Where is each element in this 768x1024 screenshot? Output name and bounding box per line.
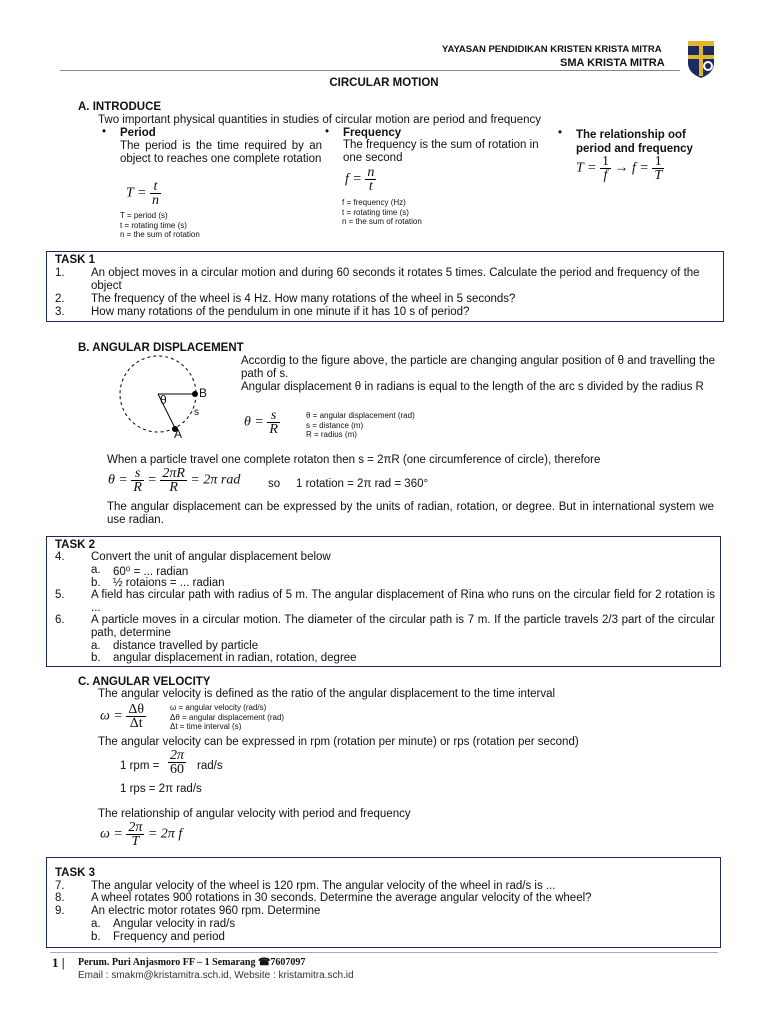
period-formula: T = $\frac{t}{n}$ bbox=[126, 179, 159, 208]
footer-rule bbox=[50, 952, 718, 953]
period-text: The period is the time required by an object to reaches one complete rotation bbox=[120, 140, 322, 165]
section-c-heading: C. ANGULAR VELOCITY bbox=[78, 676, 211, 688]
rpm-label: 1 rpm = bbox=[120, 760, 160, 772]
theta-label: θ bbox=[160, 393, 167, 407]
frequency-text: The frequency is the sum of rotation in one second bbox=[343, 139, 539, 164]
rps-conversion: 1 rps = 2π rad/s bbox=[120, 783, 202, 795]
section-b-p3: When a particle travel one complete rotaton then s = 2πR (one circumference of circle), therefore bbox=[107, 454, 601, 466]
school-logo bbox=[686, 37, 716, 79]
footer-contact: Email : smakm@kristamitra.sch.id, Website : kristamitra.sch.id bbox=[78, 970, 354, 981]
section-c-p1: The angular velocity is defined as the ratio of the angular displacement to the time interval bbox=[98, 688, 556, 700]
period-legend: T = period (s) t = rotating time (s) n = the sum of rotation bbox=[120, 211, 200, 239]
task1-box: TASK 1 1. An object moves in a circular motion and during 60 seconds it rotates 5 times. Calculate the period and frequency of the object 2. The frequency of the wheel is 4 Hz. How many rotations of the wheel in 5 seconds? 3. How many rotations of the pendulum in one minute if it has 10 s of period? bbox=[46, 251, 724, 322]
section-b-p1: Accordig to the figure above, the particle are changing angular position of θ and travelling the path of s. bbox=[241, 355, 715, 380]
section-b-heading: B. ANGULAR DISPLACEMENT bbox=[78, 342, 244, 354]
omega-period-formula: ω = $\frac{2\pi}{T}$ = 2π f bbox=[100, 820, 183, 849]
frequency-legend: f = frequency (Hz) t = rotating time (s) n = the sum of rotation bbox=[342, 198, 422, 226]
relation-title: The relationship oof period and frequency bbox=[576, 129, 693, 155]
angular-displacement-figure bbox=[110, 354, 220, 444]
period-title: Period bbox=[120, 127, 156, 139]
footer-address: Perum. Puri Anjasmoro FF – 1 Semarang ☎7607097 bbox=[78, 957, 306, 968]
bullet-icon: • bbox=[102, 126, 107, 138]
section-c-p3: The relationship of angular velocity with period and frequency bbox=[98, 808, 411, 820]
bullet-icon: • bbox=[558, 127, 563, 139]
frequency-formula: f = $\frac{n}{t}$ bbox=[345, 165, 375, 194]
omega-formula: ω = $\frac{\Delta\theta}{\Delta t}$ bbox=[100, 702, 145, 731]
section-a-heading: A. INTRODUCE bbox=[78, 101, 162, 113]
task2-box: TASK 2 4. Convert the unit of angular displacement below a. 60⁰ = ... radian b. ½ rotaions = ... radian 5. A field has circular path with radius of 5 m. The angular displacement of Rina who runs on the circular field for 2 rotation is ... 6. A particle moves in a circular motion. The diameter of the circular path is 7 m. If the particle travels 2/3 part of the circular path, determine a. distance travelled by particle b. angular displacement in radian, rotation, degree bbox=[46, 536, 721, 667]
page-number: 1 | bbox=[52, 955, 65, 970]
section-c-p2: The angular velocity can be expressed in rpm (rotation per minute) or rps (rotation per second) bbox=[98, 736, 579, 748]
task1-title: TASK 1 bbox=[55, 254, 96, 266]
task3-title: TASK 3 bbox=[55, 867, 96, 879]
rpm-unit: rad/s bbox=[197, 760, 223, 772]
foundation-name: YAYASAN PENDIDIKAN KRISTEN KRISTA MITRA bbox=[442, 44, 662, 55]
rotation-equivalence: 1 rotation = 2π rad = 360° bbox=[296, 478, 429, 490]
section-a-intro: Two important physical quantities in studies of circular motion are period and frequency bbox=[98, 114, 541, 126]
school-name: SMA KRISTA MITRA bbox=[560, 57, 665, 69]
section-c-legend: ω = angular velocity (rad/s) Δθ = angular displacement (rad) Δt = time interval (s) bbox=[170, 703, 285, 731]
relation-formula: T = $\frac{1}{f}$ → f = $\frac{1}{T}$ bbox=[576, 154, 663, 183]
point-a-label: A bbox=[174, 427, 183, 441]
theta-formula: θ = $\frac{s}{R}$ bbox=[244, 408, 278, 437]
section-b-legend: θ = angular displacement (rad) s = distance (m) R = radius (m) bbox=[306, 411, 415, 439]
section-b-p2: Angular displacement θ in radians is equal to the length of the arc s divided by the radius R bbox=[241, 381, 704, 393]
page-title: CIRCULAR MOTION bbox=[329, 77, 439, 89]
point-b-label: B bbox=[199, 386, 208, 400]
task2-title: TASK 2 bbox=[55, 539, 96, 551]
section-b-p4: The angular displacement can be expressed by the units of radian, rotation, or degree. But in international system we use radian. bbox=[107, 501, 714, 526]
task3-box: TASK 3 7. The angular velocity of the wheel is 120 rpm. The angular velocity of the wheel in rad/s is ... 8. A wheel rotates 900 rotations in 30 seconds. Determine the average angular velocity of the wheel? 9. An electric motor rotates 960 rpm. Determine a. Angular velocity in rad/s b. Frequency and period bbox=[46, 857, 721, 948]
arc-s-label: s bbox=[194, 407, 199, 418]
rpm-fraction: $\frac{2\pi}{60}$ bbox=[170, 748, 185, 777]
full-rotation-formula: θ = $\frac{s}{R}$ = $\frac{2\pi R}{R}$ = 2π rad bbox=[108, 466, 241, 495]
bullet-icon: • bbox=[325, 126, 330, 138]
so-label: so bbox=[268, 478, 281, 490]
frequency-title: Frequency bbox=[343, 127, 402, 139]
header-rule bbox=[60, 70, 680, 71]
